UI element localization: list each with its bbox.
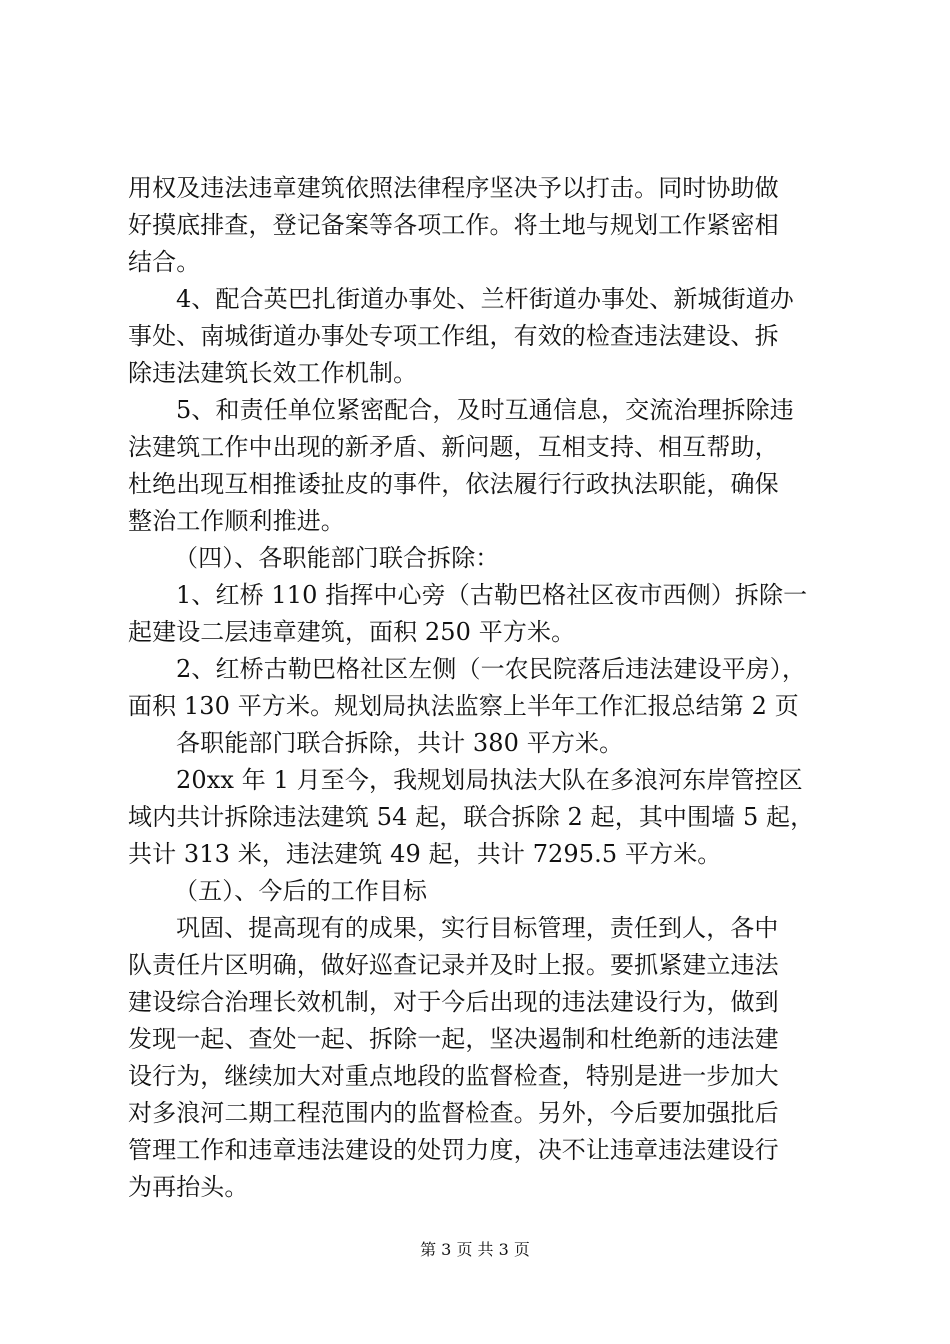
section-heading: （五）、今后的工作目标 [174, 877, 428, 905]
text-line: 各职能部门联合拆除，共计 380 平方米。 [176, 729, 624, 757]
text-line: 4、配合英巴扎街道办事处、兰杆街道办事处、新城街道办 [176, 285, 794, 313]
text-line: 发现一起、查处一起、拆除一起，坚决遏制和杜绝新的违法建 [128, 1025, 779, 1053]
text-line: 整治工作顺利推进。 [128, 507, 345, 535]
text-line: 5、和责任单位紧密配合，及时互通信息，交流治理拆除违 [176, 396, 794, 424]
text-line: 设行为，继续加大对重点地段的监督检查，特别是进一步加大 [128, 1062, 779, 1090]
text-line: 法建筑工作中出现的新矛盾、新问题，互相支持、相互帮助， [128, 433, 779, 461]
text-line: 结合。 [128, 248, 201, 276]
text-line: 共计 313 米，违法建筑 49 起，共计 7295.5 平方米。 [128, 840, 722, 868]
text-line: 建设综合治理长效机制，对于今后出现的违法建设行为，做到 [128, 988, 779, 1016]
text-line: 为再抬头。 [128, 1173, 249, 1201]
page-number-footer: 第 3 页 共 3 页 [420, 1240, 530, 1259]
text-line: 管理工作和违章违法建设的处罚力度，决不让违章违法建设行 [128, 1136, 779, 1164]
text-line: 杜绝出现互相推诿扯皮的事件，依法履行行政执法职能，确保 [128, 470, 779, 498]
text-line: 好摸底排查，登记备案等各项工作。将土地与规划工作紧密相 [128, 211, 779, 239]
text-line: 除违法建筑长效工作机制。 [128, 359, 418, 387]
text-line: 面积 130 平方米。规划局执法监察上半年工作汇报总结第 2 页 [128, 692, 799, 720]
text-line: 2、红桥古勒巴格社区左侧（一农民院落后违法建设平房）， [176, 655, 806, 683]
text-line: 队责任片区明确，做好巡查记录并及时上报。要抓紧建立违法 [128, 951, 779, 979]
document-body [128, 170, 840, 1206]
text-line: 域内共计拆除违法建筑 54 起，联合拆除 2 起，其中围墙 5 起， [128, 803, 815, 831]
text-line: 巩固、提高现有的成果，实行目标管理，责任到人，各中 [176, 914, 779, 942]
text-line: 1、红桥 110 指挥中心旁（古勒巴格社区夜市西侧）拆除一 [176, 581, 808, 609]
text-line: 对多浪河二期工程范围内的监督检查。另外，今后要加强批后 [128, 1099, 779, 1127]
text-line: 用权及违法违章建筑依照法律程序坚决予以打击。同时协助做 [128, 174, 779, 202]
text-line: 事处、南城街道办事处专项工作组，有效的检查违法建设、拆 [128, 322, 779, 350]
text-line: 20xx 年 1 月至今，我规划局执法大队在多浪河东岸管控区 [176, 766, 803, 794]
section-heading: （四）、各职能部门联合拆除： [174, 544, 500, 572]
text-line: 起建设二层违章建筑，面积 250 平方米。 [128, 618, 576, 646]
